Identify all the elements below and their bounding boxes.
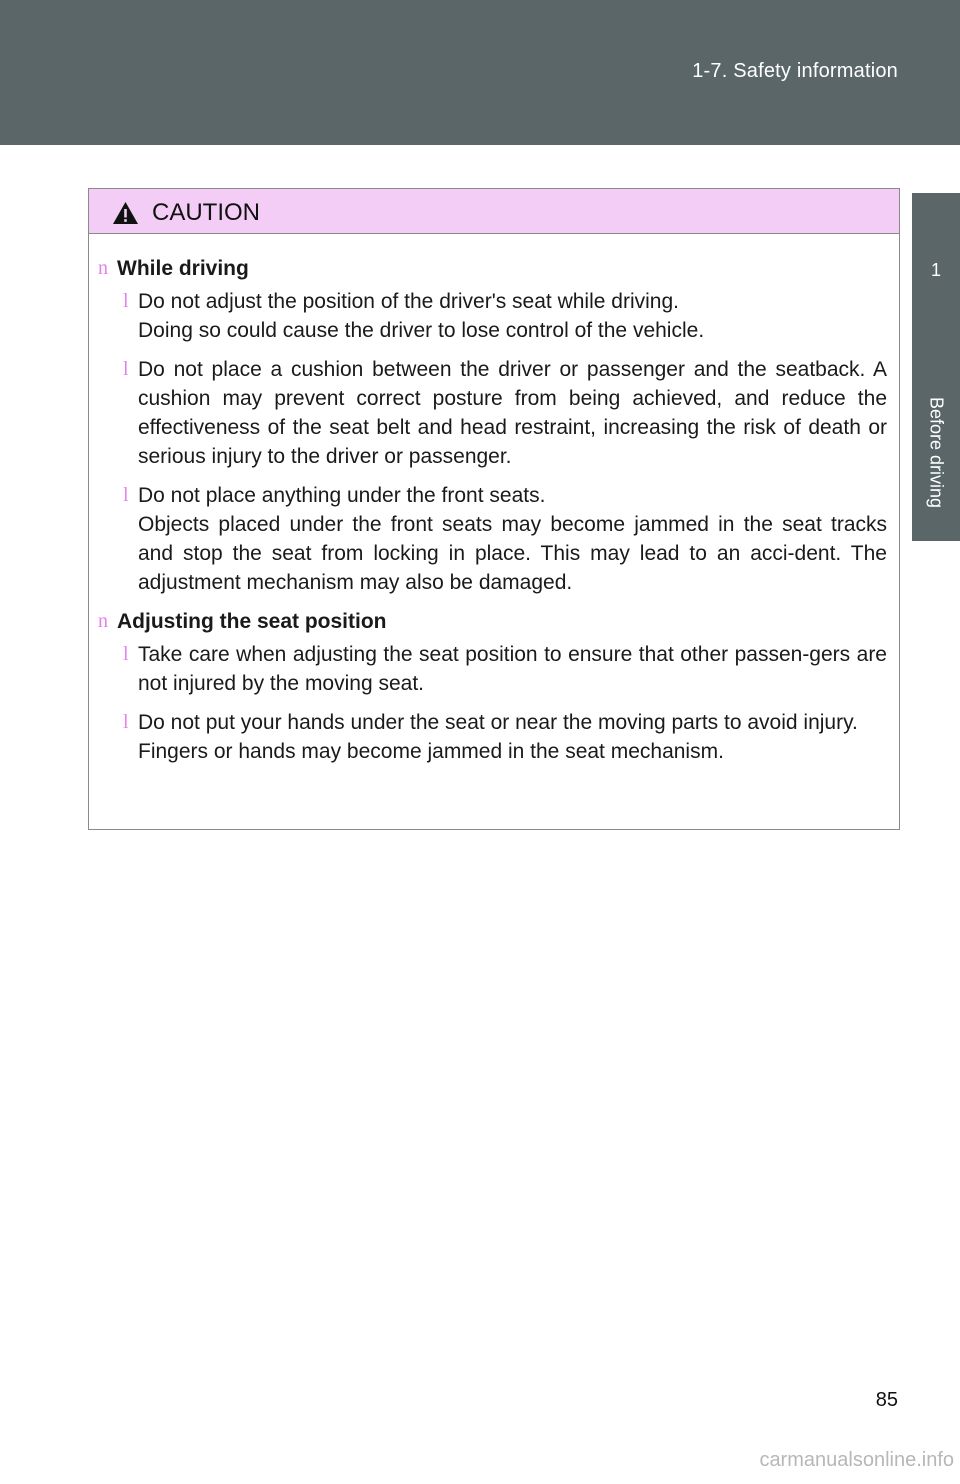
section-heading	[98, 607, 887, 636]
item-bullet: l	[123, 290, 129, 312]
header-bar	[0, 0, 960, 145]
page-number: 85	[875, 1389, 898, 1411]
section-heading-text: While driving	[117, 257, 249, 280]
item-bullet: l	[123, 643, 129, 665]
caution-item	[98, 481, 887, 597]
chapter-label-tab	[912, 381, 960, 541]
caution-item	[98, 287, 887, 345]
chapter-tab	[912, 193, 960, 381]
section-title: 1-7. Safety information	[692, 60, 898, 82]
caution-item	[98, 640, 887, 698]
section-bullet: n	[98, 610, 108, 632]
item-bullet: l	[123, 484, 129, 506]
item-text: Do not adjust the position of the driver's seat while driving.	[138, 290, 679, 313]
item-text: Take care when adjusting the seat position to ensure that other passen-gers are not injured by the moving seat.	[138, 643, 887, 695]
chapter-label: Before driving	[926, 397, 947, 509]
watermark: carmanualsonline.info	[759, 1449, 954, 1471]
warning-triangle-icon	[112, 201, 139, 225]
caution-header	[89, 189, 899, 234]
item-text: Do not place anything under the front seats.	[138, 484, 546, 507]
item-text: Doing so could cause the driver to lose control of the vehicle.	[138, 319, 705, 342]
chapter-number: 1	[930, 260, 941, 280]
item-bullet: l	[123, 358, 129, 380]
item-text: Objects placed under the front seats may become jammed in the seat tracks and stop the seat from locking in place. This may lead to an acci-dent. The adjustment mechanism may also be damaged.	[138, 513, 887, 594]
caution-title: CAUTION	[152, 199, 260, 226]
item-text: Do not put your hands under the seat or near the moving parts to avoid injury.	[138, 711, 858, 734]
item-bullet: l	[123, 711, 129, 733]
item-text: Do not place a cushion between the driver or passenger and the seatback. A cushion may prevent correct posture from being achieved, and reduce the effectiveness of the seat belt and head restraint, increasing the risk of death or serious injury to the driver or passenger.	[138, 358, 887, 468]
section-bullet: n	[98, 257, 108, 279]
caution-item	[98, 708, 887, 766]
caution-body	[89, 234, 899, 766]
section-heading-text: Adjusting the seat position	[117, 610, 387, 633]
item-text: Fingers or hands may become jammed in the seat mechanism.	[138, 740, 724, 763]
caution-box	[88, 188, 900, 830]
section-heading	[98, 254, 887, 283]
caution-item	[98, 355, 887, 471]
